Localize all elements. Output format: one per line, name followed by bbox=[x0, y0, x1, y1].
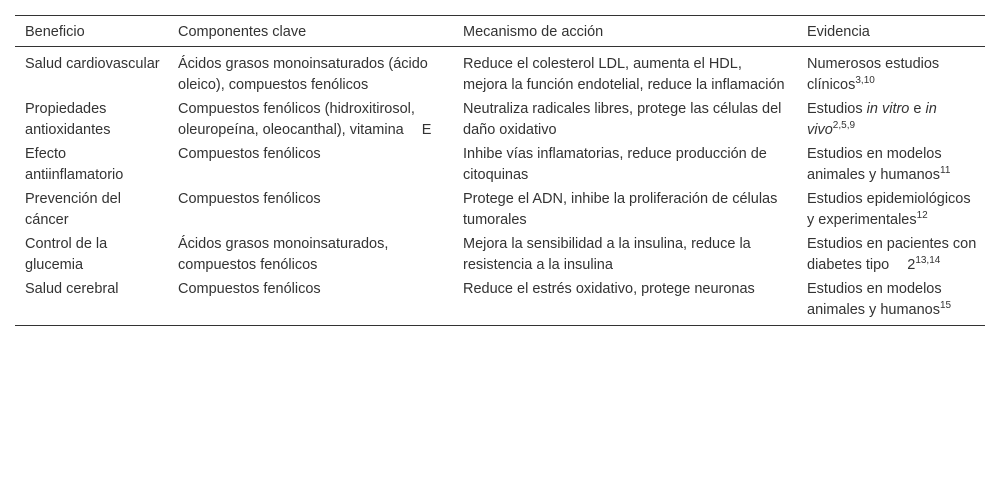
table-row bbox=[15, 187, 985, 232]
header-evidencia: Evidencia bbox=[807, 24, 870, 40]
reference-link[interactable]: 12 bbox=[916, 210, 928, 222]
cell-evidencia bbox=[797, 187, 985, 232]
table-row bbox=[15, 47, 985, 98]
components-text: Compuestos fenólicos (hidroxitirosol, oleuropeína, oleocanthal), vitamina bbox=[178, 101, 415, 138]
cell-componentes bbox=[168, 97, 453, 142]
cell-beneficio: Propiedades antioxidantes bbox=[25, 101, 111, 138]
evidence-in-vivo: in vivo bbox=[807, 101, 937, 138]
cell-mecanismo: Reduce el estrés oxidativo, protege neuronas bbox=[463, 281, 755, 297]
evidence-in-vitro: in vitro bbox=[866, 101, 910, 117]
cell-evidencia bbox=[797, 142, 985, 187]
reference-link[interactable]: 11 bbox=[940, 165, 951, 177]
evidence-text: Estudios epidemiológicos y experimentales bbox=[807, 191, 971, 228]
header-mecanismo: Mecanismo de acción bbox=[463, 24, 604, 40]
cell-componentes: Ácidos grasos monoinsaturados (ácido oleico), compuestos fenólicos bbox=[178, 56, 428, 93]
cell-componentes: Compuestos fenólicos bbox=[178, 146, 321, 162]
evidence-text: Estudios bbox=[807, 101, 863, 117]
cell-evidencia bbox=[797, 47, 985, 98]
header-beneficio: Beneficio bbox=[25, 24, 85, 40]
table-row bbox=[15, 142, 985, 187]
cell-mecanismo: Reduce el colesterol LDL, aumenta el HDL, mejora la función endotelial, reduce la inflamación bbox=[463, 56, 785, 93]
cell-evidencia bbox=[797, 232, 985, 277]
cell-evidencia bbox=[797, 277, 985, 326]
reference-link[interactable]: 15 bbox=[940, 300, 952, 312]
table-row bbox=[15, 232, 985, 277]
cell-evidencia bbox=[797, 97, 985, 142]
cell-componentes: Compuestos fenólicos bbox=[178, 191, 321, 207]
cell-mecanismo: Mejora la sensibilidad a la insulina, reduce la resistencia a la insulina bbox=[463, 236, 751, 273]
evidence-text-tail: 2 bbox=[907, 257, 916, 273]
cell-beneficio: Salud cardiovascular bbox=[25, 56, 160, 72]
cell-mecanismo: Inhibe vías inflamatorias, reduce producción de citoquinas bbox=[463, 146, 767, 183]
evidence-text: Numerosos estudios clínicos bbox=[807, 56, 940, 93]
cell-beneficio: Prevención del cáncer bbox=[25, 191, 121, 228]
cell-beneficio: Salud cerebral bbox=[25, 281, 119, 297]
reference-link[interactable]: 2,5,9 bbox=[832, 120, 856, 132]
table-row bbox=[15, 97, 985, 142]
table-row bbox=[15, 277, 985, 326]
reference-link[interactable]: 3,10 bbox=[855, 75, 875, 87]
cell-beneficio: Efecto antiinflamatorio bbox=[25, 146, 124, 183]
evidence-text: Estudios en modelos animales y humanos bbox=[807, 146, 942, 183]
components-text-tail: E bbox=[421, 122, 432, 138]
evidence-text: Estudios en pacientes con diabetes tipo bbox=[807, 236, 977, 273]
table-header-row bbox=[15, 16, 985, 47]
benefits-table bbox=[15, 15, 985, 326]
cell-mecanismo: Neutraliza radicales libres, protege las células del daño oxidativo bbox=[463, 101, 782, 138]
evidence-conjunction: e bbox=[913, 101, 922, 117]
header-componentes: Componentes clave bbox=[178, 24, 307, 40]
cell-mecanismo: Protege el ADN, inhibe la proliferación de células tumorales bbox=[463, 191, 778, 228]
evidence-text: Estudios en modelos animales y humanos bbox=[807, 281, 942, 318]
cell-componentes: Ácidos grasos monoinsaturados, compuestos fenólicos bbox=[178, 236, 389, 273]
cell-componentes: Compuestos fenólicos bbox=[178, 281, 321, 297]
reference-link[interactable]: 13,14 bbox=[915, 255, 941, 267]
cell-beneficio: Control de la glucemia bbox=[25, 236, 108, 273]
benefits-table-container bbox=[15, 15, 985, 326]
